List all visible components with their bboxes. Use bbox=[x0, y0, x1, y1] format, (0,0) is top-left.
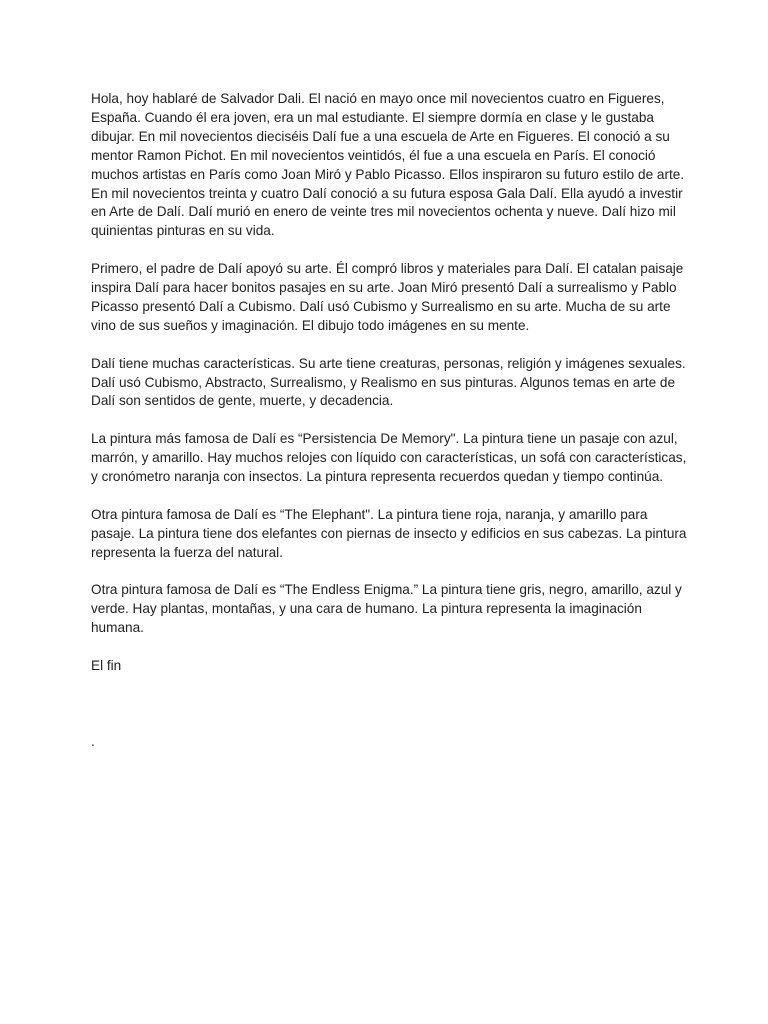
paragraph-characteristics: Dalí tiene muchas características. Su arte tiene creaturas, personas, religión y imágenes sexuales. Dalí usó Cubismo, Abstracto, Surrealismo, y Realismo en sus pinturas. Algunos temas en arte de Dalí son sentidos de gente, muerte, y decadencia. bbox=[91, 355, 686, 409]
paragraph-biography: Hola, hoy hablaré de Salvador Dali. El nació en mayo once mil novecientos cuatro en Figueres, España. Cuando él era joven, era un mal estudiante. El siempre dormía en clase y le gustaba dibujar. En mil novecientos dieciséis Dalí fue a una escuela de Arte en Figueres. El conoció a su mentor Ramon Pichot. En mil novecientos veintidós, él fue a una escuela en París. El conoció muchos artistas en París como Joan Miró y Pablo Picasso. Ellos inspiraron su futuro estilo de arte. En mil novecientos treinta y cuatro Dalí conoció a su futura esposa Gala Dalí. Ella ayudó a investir en Arte de Dalí. Dalí murió en enero de veinte tres mil novecientos ochenta y nueve. Dalí hizo mil quinientas pinturas en su vida. bbox=[91, 91, 685, 239]
paragraph-influences: Primero, el padre de Dalí apoyó su arte. Él compró libros y materiales para Dalí. El catalan paisaje inspira Dalí para hacer bonitos pasajes en su arte. Joan Miró presentó Dalí a surrealismo y Pablo Picasso presentó Dalí a Cubismo. Dalí usó Cubismo y Surrealismo en su arte. Mucha de su arte vino de sus sueños y imaginación. El dibujo todo imágenes en su mente. bbox=[91, 261, 684, 333]
trailing-mark: . bbox=[91, 733, 95, 749]
paragraph-elephant: Otra pintura famosa de Dalí es “The Elephant". La pintura tiene roja, naranja, y amarillo para pasaje. La pintura tiene dos elefantes con piernas de insecto y edificios en sus cabezas. La pintura representa la fuerza del natural. bbox=[91, 506, 687, 560]
document-body bbox=[91, 90, 691, 752]
paragraph-endless-enigma: Otra pintura famosa de Dalí es “The Endless Enigma.” La pintura tiene gris, negro, amarillo, azul y verde. Hay plantas, montañas, y una cara de humano. La pintura representa la imaginación humana. bbox=[91, 582, 682, 636]
paragraph-persistence: La pintura más famosa de Dalí es “Persistencia De Memory". La pintura tiene un pasaje con azul, marrón, y amarillo. Hay muchos relojes con líquido con características, un sofá con características, y cronómetro naranja con insectos. La pintura representa recuerdos quedan y tiempo continúa. bbox=[91, 431, 687, 485]
closing-text: El fin bbox=[91, 658, 122, 674]
